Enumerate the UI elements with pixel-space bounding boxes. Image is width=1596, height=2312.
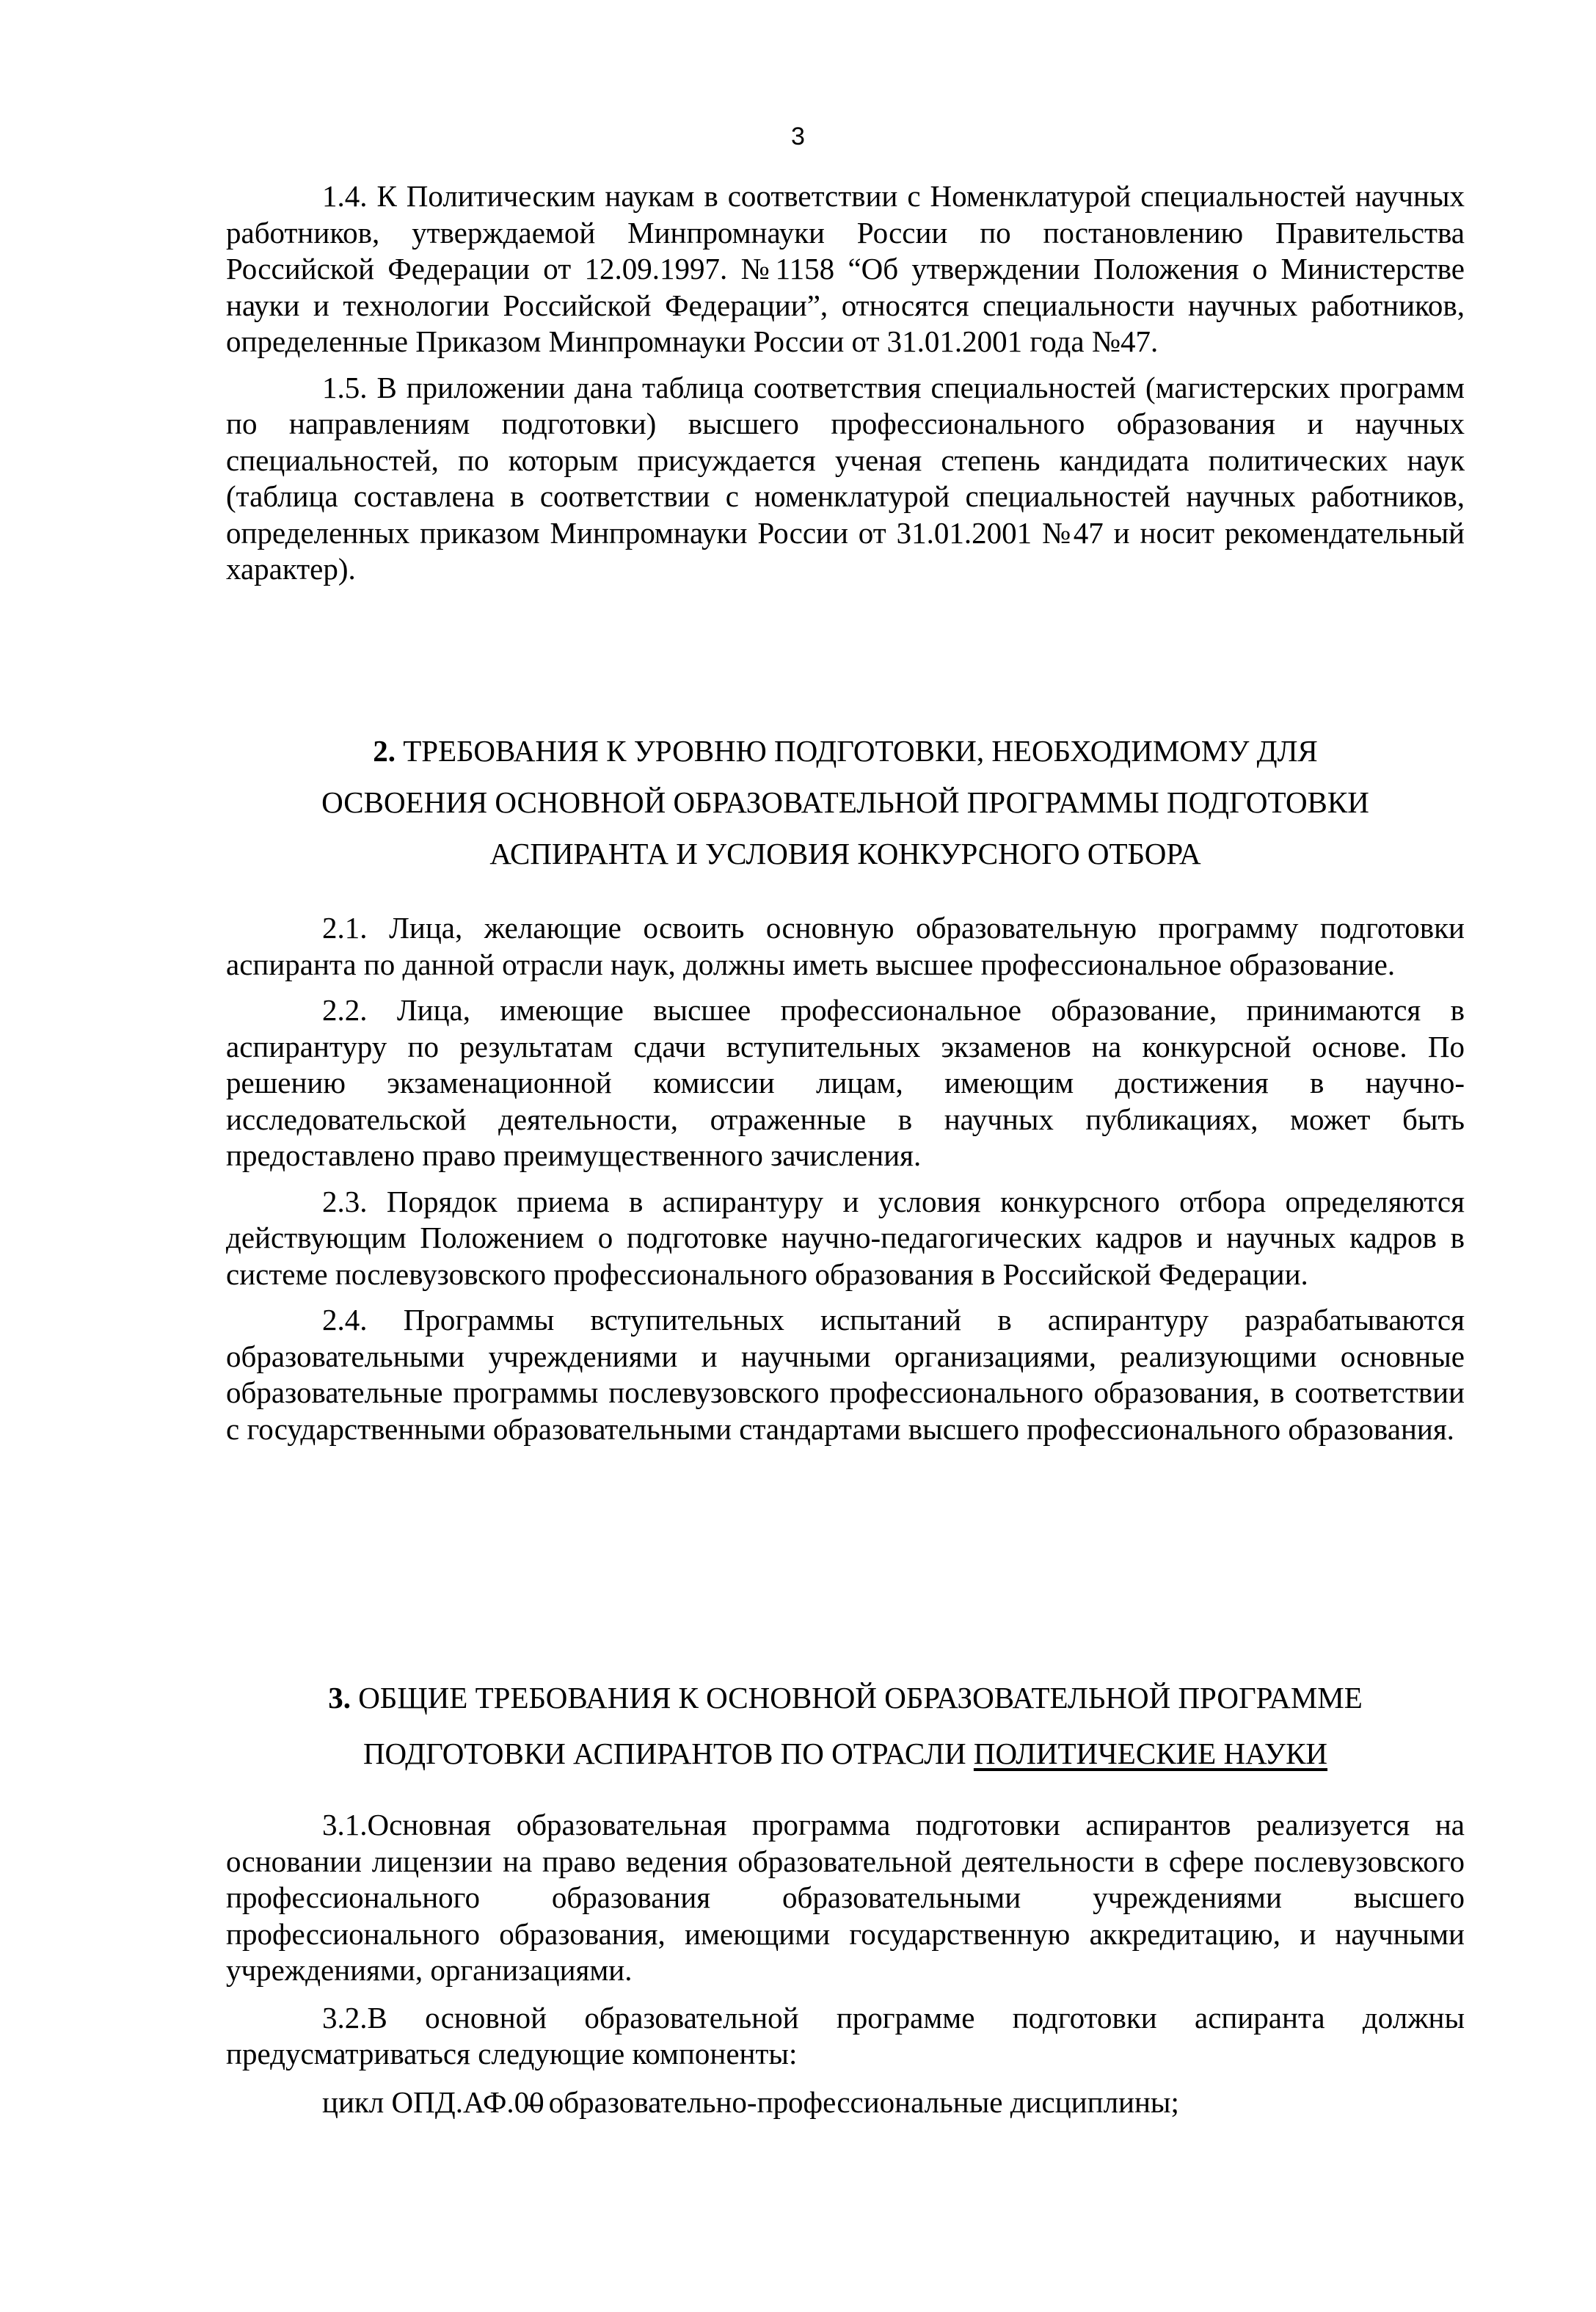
section3-heading-line2: ПОДГОТОВКИ АСПИРАНТОВ ПО ОТРАСЛИ ПОЛИТИЧЕСКИЕ НАУКИ — [362, 1737, 1328, 1770]
branch-name-underlined: ПОЛИТИЧЕСКИЕ НАУКИ — [973, 1737, 1328, 1770]
paragraph-2-2: 2.2. Лица, имеющие высшее профессиональное образование, принимаются в аспирантуру по результатам сдачи вступительных экзаменов на конкурсной основе. По решению экзаменационной комиссии лицам, имеющим достижения в научно-исследовательской деятельности, отраженные в научных публикациях, может быть предоставлено право преимущественного зачисления. — [226, 993, 1465, 1172]
paragraph-3-1: 3.1.Основная образовательная программа подготовки аспирантов реализуется на основании лицензии на право ведения образовательной деятельности в сфере послевузовского профессионального образования образовательными учреждениями высшего профессионального образования, имеющими государственную аккредитацию, и научными учреждениями, организациями. — [226, 1808, 1465, 1987]
section2-heading-line1: 2. ТРЕБОВАНИЯ К УРОВНЮ ПОДГОТОВКИ, НЕОБХОДИМОМУ ДЛЯ — [373, 734, 1318, 768]
paragraph-3-2: 3.2.В основной образовательной программе подготовки аспиранта должны предусматриваться следующие компоненты: — [226, 2000, 1465, 2071]
paragraph-2-1: 2.1. Лица, желающие освоить основную образовательную программу подготовки аспиранта по данной отрасли наук, должны иметь высшее профессиональное образование. — [226, 911, 1465, 981]
paragraph-1-5: 1.5. В приложении дана таблица соответствия специальностей (магистерских программ по направлениям подготовки) высшего профессионального образования и научных специальностей, по которым присуждается ученая степень кандидата политических наук (таблица составлена в соответствии с номенклатурой специальностей научных работников, определенных приказом Минпромнауки России от 31.01.2001 №47 и носит рекомендательный характер). — [226, 370, 1465, 586]
page-number: 3 — [791, 123, 805, 150]
section3-heading-line1: 3. ОБЩИЕ ТРЕБОВАНИЯ К ОСНОВНОЙ ОБРАЗОВАТЕЛЬНОЙ ПРОГРАММЕ — [328, 1681, 1363, 1715]
paragraph-1-4: 1.4. К Политическим наукам в соответствии с Номенклатурой специальностей научных работников, утверждаемой Минпромнауки России по постановлению Правительства Российской Федерации от 12.09.1997. №1158 “Об утверждении Положения о Министерстве науки и технологии Российской Федерации”, относятся специальности научных работников, определенные Приказом Минпромнауки России от 31.01.2001 года №47. — [226, 179, 1465, 358]
section3-number: 3. — [328, 1681, 351, 1715]
section2-heading-line2: ОСВОЕНИЯ ОСНОВНОЙ ОБРАЗОВАТЕЛЬНОЙ ПРОГРАММЫ ПОДГОТОВКИ — [321, 785, 1369, 819]
paragraph-2-3: 2.3. Порядок приема в аспирантуру и условия конкурсного отбора определяются действующим Положением о подготовке научно-педагогических кадров и научных кадров в системе послевузовского профессионального образования в Российской Федерации. — [226, 1184, 1465, 1291]
section2-heading-line3: АСПИРАНТА И УСЛОВИЯ КОНКУРСНОГО ОТБОРА — [489, 837, 1201, 870]
section1-text — [226, 178, 1465, 588]
cycle-description: – образовательно-профессиональные дисциплины; — [526, 2085, 1179, 2119]
section2-text — [226, 910, 1465, 1447]
cycle-code: цикл ОПД.АФ.00 — [322, 2085, 544, 2119]
section3-heading — [220, 1670, 1471, 1781]
cycle-row — [322, 2084, 1179, 2120]
section3-text — [226, 1807, 1465, 2073]
paragraph-2-4: 2.4. Программы вступительных испытаний в аспирантуру разрабатываются образовательными учреждениями и научными организациями, реализующими основные образовательные программы послевузовского профессионального образования, в соответствии с государственными образовательными стандартами высшего профессионального образования. — [226, 1303, 1465, 1446]
section2-heading — [220, 725, 1471, 879]
section2-number: 2. — [373, 734, 396, 768]
